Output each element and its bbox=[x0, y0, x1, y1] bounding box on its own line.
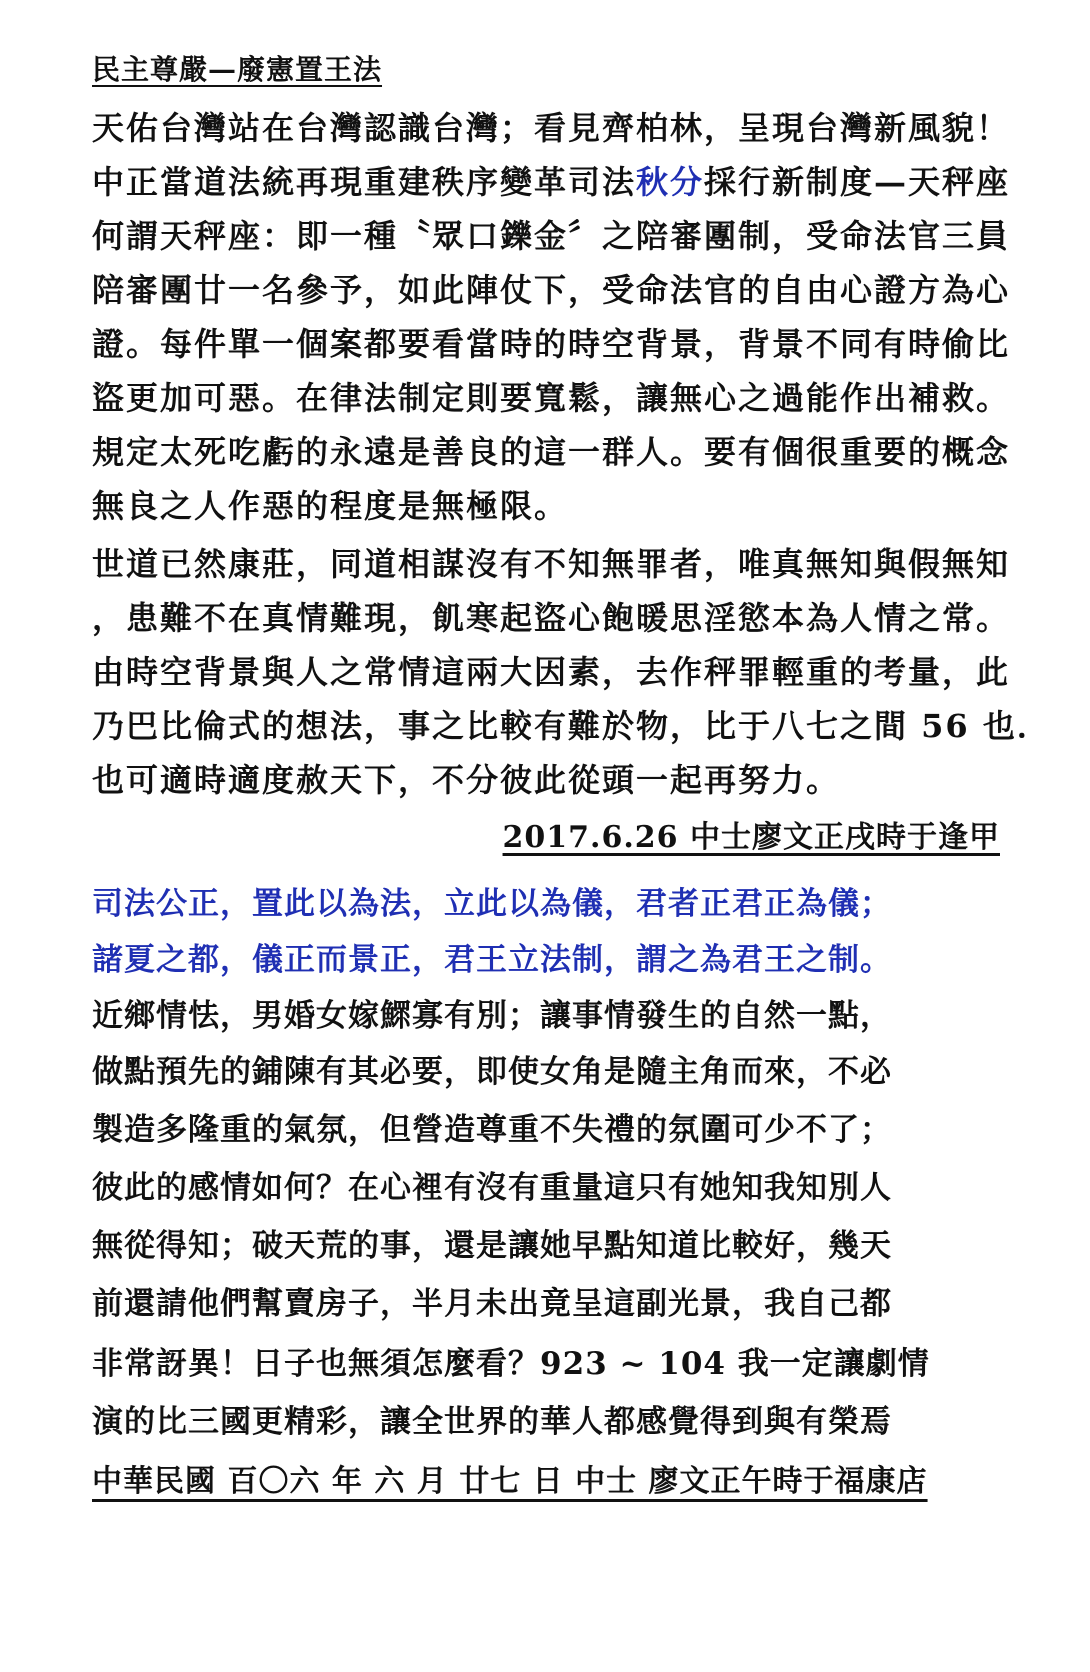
paragraph-line: 陪審團廿一名參予，如此陣仗下，受命法官的自由心證方為心 bbox=[92, 271, 1011, 309]
paragraph-line: 彼此的感情如何？在心裡有沒有重量這只有她知我知別人 bbox=[92, 1170, 892, 1206]
paragraph-line: 何謂天秤座：即一種〝眾口鑠金〞之陪審團制，受命法官三員 bbox=[92, 217, 1011, 255]
paragraph-line: 近鄉情怯，男婚女嫁鰥寡有別；讓事情發生的自然一點， bbox=[92, 998, 892, 1034]
paragraph-line: 製造多隆重的氣氛，但營造尊重不失禮的氛圍可少不了； bbox=[92, 1112, 892, 1148]
paragraph-line: 也可適時適度赦天下，不分彼此從頭一起再努力。 bbox=[92, 761, 841, 799]
paragraph-line: 由時空背景與人之常情這兩大因素，去作秤罪輕重的考量，此 bbox=[92, 653, 1011, 691]
paragraph-line bbox=[92, 162, 1010, 202]
paragraph-line: 規定太死吃虧的永遠是善良的這一群人。要有個很重要的概念 bbox=[92, 433, 1011, 471]
paragraph-line: 演的比三國更精彩，讓全世界的華人都感覺得到與有榮焉 bbox=[92, 1404, 892, 1440]
blue-paragraph-line: 諸夏之都，儀正而景正，君王立法制，謂之為君王之制。 bbox=[92, 942, 892, 978]
paragraph-line: ，患難不在真情難現，飢寒起盜心飽暖思淫慾本為人情之常。 bbox=[92, 599, 1011, 637]
blue-paragraph-line: 司法公正，置此以為法，立此以為儀，君者正君正為儀； bbox=[92, 886, 892, 922]
paragraph-line: 做點預先的鋪陳有其必要，即使女角是隨主角而來，不必 bbox=[92, 1054, 892, 1090]
highlight-text: 秋分 bbox=[636, 163, 705, 201]
paragraph-line: 證。每件單一個案都要看當時的時空背景，背景不同有時偷比 bbox=[92, 325, 1011, 363]
paragraph-line: 無良之人作惡的程度是無極限。 bbox=[92, 487, 569, 525]
document-title: 民主尊嚴—廢憲置王法 bbox=[92, 53, 383, 86]
signature-date-1: 2017.6.26 中士廖文正戌時于逢甲 bbox=[502, 820, 1000, 855]
paragraph-line: 前還請他們幫賣房子，半月未出竟呈這副光景，我自己都 bbox=[92, 1286, 892, 1322]
paragraph-line: 乃巴比倫式的想法，事之比較有難於物，比于八七之間 56 也． bbox=[92, 707, 1051, 745]
paragraph-line: 非常訝異！日子也無須怎麼看？923 ~ 104 我一定讓劇情 bbox=[92, 1346, 930, 1382]
signature-date-2: 中華民國 百〇六 年 六 月 廿七 日 中士 廖文正午時于福康店 bbox=[92, 1464, 928, 1499]
paragraph-line: 無從得知；破天荒的事，還是讓她早點知道比較好，幾天 bbox=[92, 1228, 892, 1264]
line-text: 中正當道法統再現重建秩序變革司法 bbox=[92, 163, 637, 201]
paragraph-line: 世道已然康莊，同道相謀沒有不知無罪者，唯真無知與假無知 bbox=[92, 545, 1011, 583]
paragraph-line: 天佑台灣站在台灣認識台灣；看見齊柏林，呈現台灣新風貌！ bbox=[92, 109, 1011, 147]
line-text: 採行新制度—天秤座 bbox=[704, 163, 1011, 201]
paragraph-line: 盜更加可惡。在律法制定則要寬鬆，讓無心之過能作出補救。 bbox=[92, 379, 1011, 417]
